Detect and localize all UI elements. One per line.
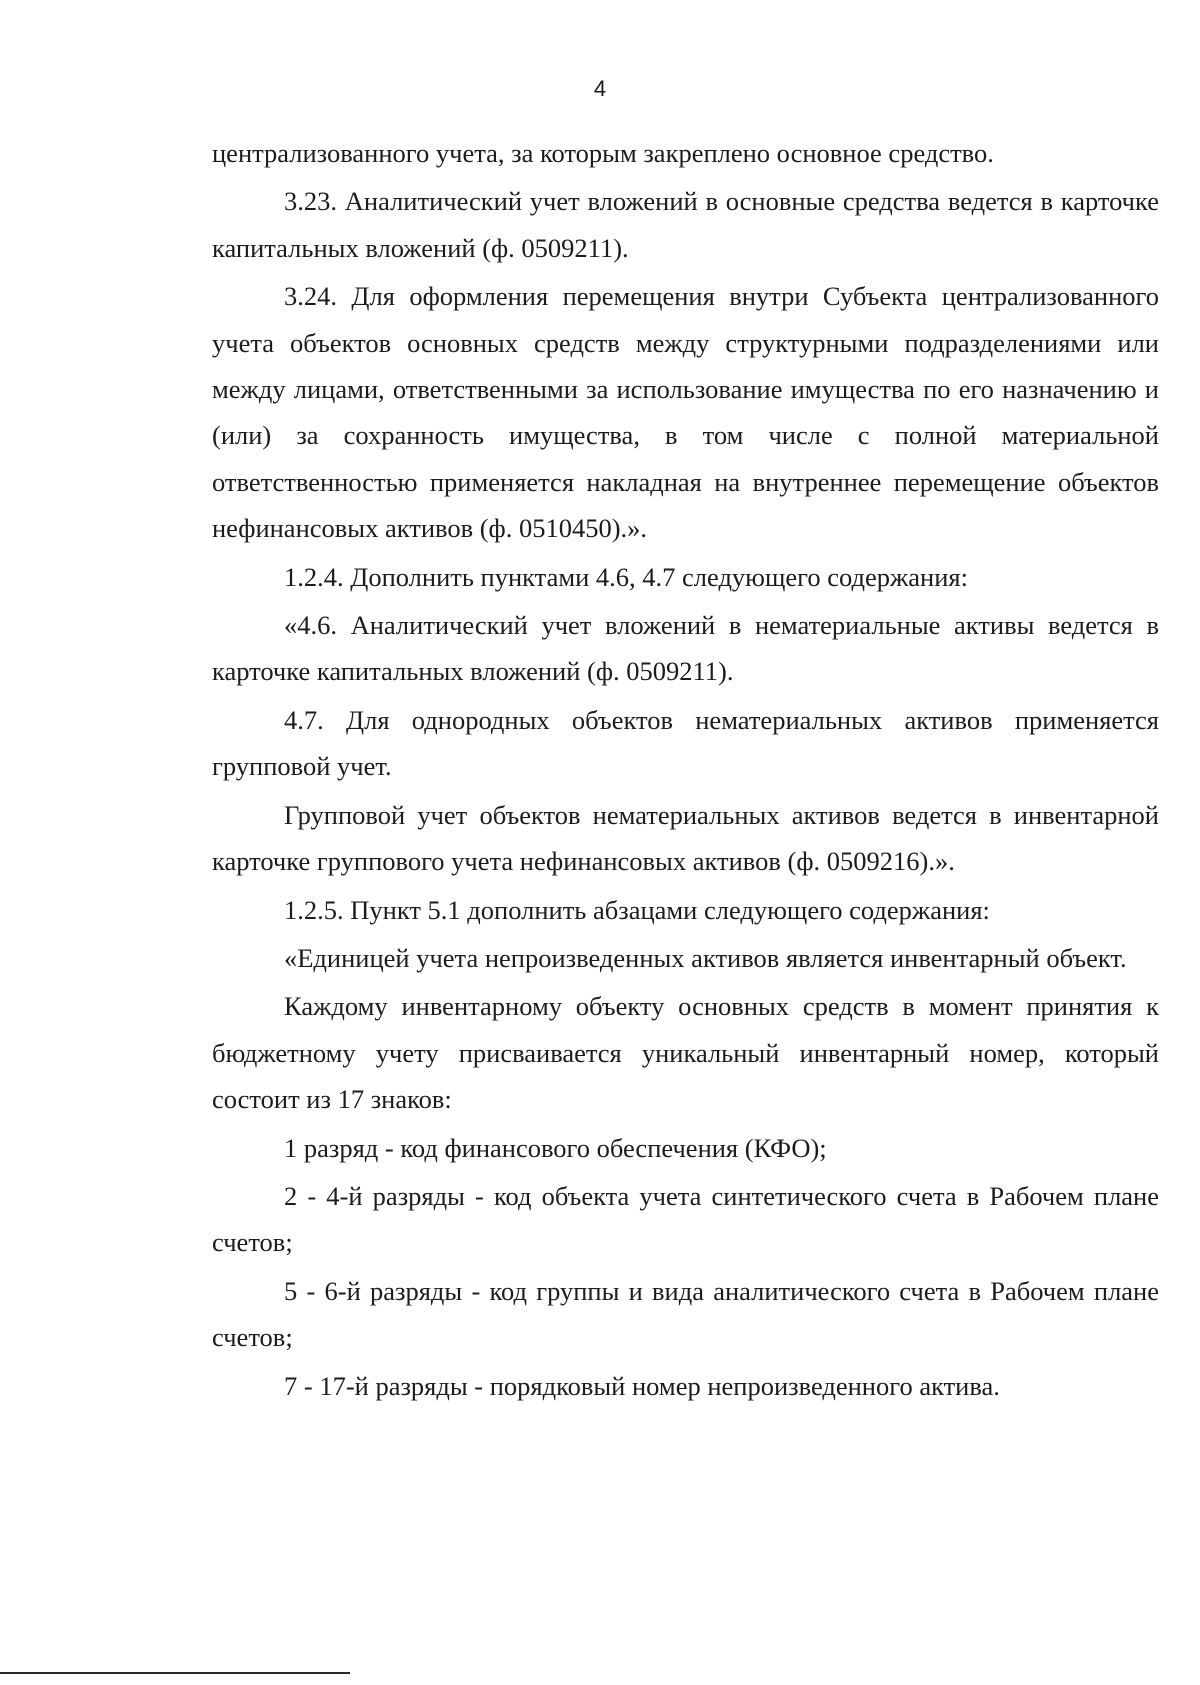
document-body [212, 130, 1159, 1409]
paragraph: централизованного учета, за которым закреплено основное средство. [212, 138, 994, 168]
paragraph: 3.24. Для оформления перемещения внутри Субъекта централизованного учета объектов основных средств между структурными подразделениями или между лицами, ответственными за использование имущества по его назначению и (или) за сохранность имущества, в том числе с полной материальной ответственностью применяется накладная на внутреннее перемещение объектов нефинансовых активов (ф. 0510450).». [212, 281, 1159, 544]
paragraph: 2 - 4-й разряды - код объекта учета синтетического счета в Рабочем плане счетов; [212, 1180, 1159, 1258]
paragraph: «Единицей учета непроизведенных активов является инвентарный объект. [284, 942, 1127, 973]
paragraph: 7 - 17-й разряды - порядковый номер непроизведенного актива. [284, 1370, 1000, 1401]
paragraph: Групповой учет объектов нематериальных активов ведется в инвентарной карточке группового учета нефинансовых активов (ф. 0509216).». [212, 799, 1159, 877]
paragraph: 5 - 6-й разряды - код группы и вида аналитического счета в Рабочем плане счетов; [212, 1275, 1159, 1353]
paragraph: Каждому инвентарному объекту основных средств в момент принятия к бюджетному учету присваивается уникальный инвентарный номер, который состоит из 17 знаков: [212, 991, 1159, 1115]
footer-rule [0, 1672, 350, 1674]
paragraph: 4.7. Для однородных объектов нематериальных активов применяется групповой учет. [212, 704, 1159, 782]
paragraph: 1.2.5. Пункт 5.1 дополнить абзацами следующего содержания: [284, 894, 990, 925]
paragraph: 3.23. Аналитический учет вложений в основные средства ведется в карточке капитальных вложений (ф. 0509211). [212, 186, 1159, 263]
paragraph: 1.2.4. Дополнить пунктами 4.6, 4.7 следующего содержания: [284, 561, 968, 592]
paragraph: «4.6. Аналитический учет вложений в нематериальные активы ведется в карточке капитальных вложений (ф. 0509211). [212, 610, 1159, 687]
page-number: 4 [593, 76, 607, 101]
paragraph: 1 разряд - код финансового обеспечения (КФО); [284, 1132, 827, 1163]
